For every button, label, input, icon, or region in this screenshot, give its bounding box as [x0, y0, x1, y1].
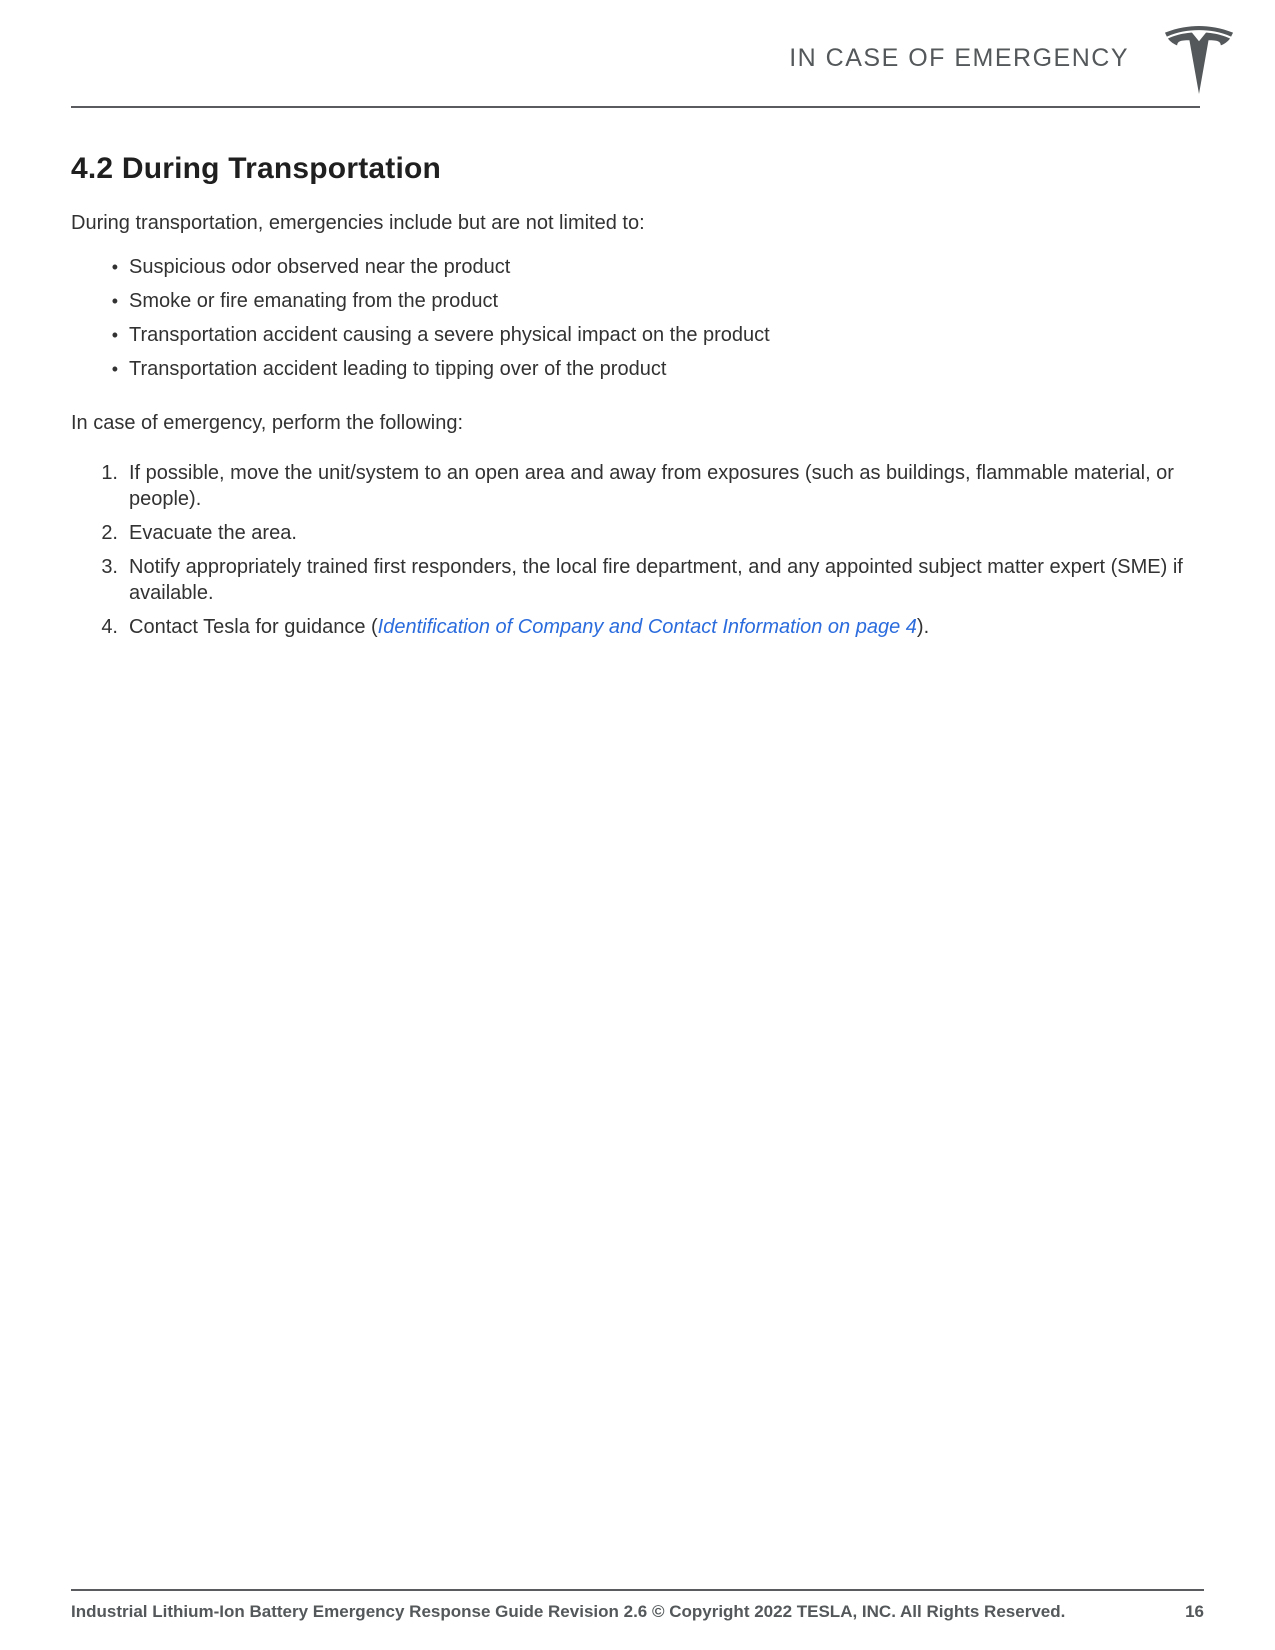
- list-number: 2.: [101, 522, 118, 544]
- tesla-logo-icon: [1165, 26, 1233, 94]
- list-item-text: Transportation accident causing a severe physical impact on the product: [129, 324, 770, 346]
- page-footer: [71, 1601, 1204, 1623]
- list-item: [71, 554, 1204, 606]
- list-item-text: [129, 616, 929, 638]
- list-item: [71, 614, 1204, 640]
- list-item-text: If possible, move the unit/system to an open area and away from exposures (such as buildings, flammable material, or people).: [129, 462, 1174, 510]
- main-content: [71, 150, 1204, 648]
- steps-intro-paragraph: In case of emergency, perform the following:: [71, 412, 464, 434]
- intro-paragraph: During transportation, emergencies include but are not limited to:: [71, 212, 645, 234]
- page-number: 16: [1185, 1602, 1204, 1621]
- list-item: [71, 322, 1204, 348]
- step-text-prefix: Contact Tesla for guidance (: [129, 616, 378, 638]
- list-item-text: Transportation accident leading to tipping over of the product: [129, 358, 667, 380]
- header-divider: [71, 106, 1200, 108]
- list-number: 1.: [101, 462, 118, 484]
- list-item-text: Notify appropriately trained first responders, the local fire department, and any appointed subject matter expert (SME) if available.: [129, 556, 1183, 604]
- page-header: [71, 26, 1233, 94]
- list-item-text: Smoke or fire emanating from the product: [129, 290, 499, 312]
- footer-text: Industrial Lithium-Ion Battery Emergency Response Guide Revision 2.6 © Copyright 2022 TESLA, INC. All Rights Reserved.: [71, 1602, 1066, 1621]
- bullet-icon: •: [111, 325, 118, 345]
- bullet-icon: •: [111, 359, 118, 379]
- bullet-icon: •: [111, 257, 118, 277]
- emergency-bullet-list: [71, 254, 1204, 382]
- list-item: [71, 254, 1204, 280]
- list-number: 3.: [101, 556, 118, 578]
- list-item: [71, 460, 1204, 512]
- header-title: IN CASE OF EMERGENCY: [789, 43, 1129, 72]
- emergency-steps-list: [71, 460, 1204, 640]
- list-item: [71, 520, 1204, 546]
- list-item: [71, 356, 1204, 382]
- list-number: 4.: [101, 616, 118, 638]
- footer-divider: [71, 1589, 1204, 1591]
- section-heading: 4.2 During Transportation: [71, 152, 442, 185]
- contact-info-link[interactable]: Identification of Company and Contact Information on page 4: [377, 616, 917, 638]
- list-item: [71, 288, 1204, 314]
- step-text-suffix: ).: [916, 616, 930, 638]
- list-item-text: Suspicious odor observed near the product: [129, 256, 511, 278]
- list-item-text: Evacuate the area.: [129, 522, 297, 544]
- bullet-icon: •: [111, 291, 118, 311]
